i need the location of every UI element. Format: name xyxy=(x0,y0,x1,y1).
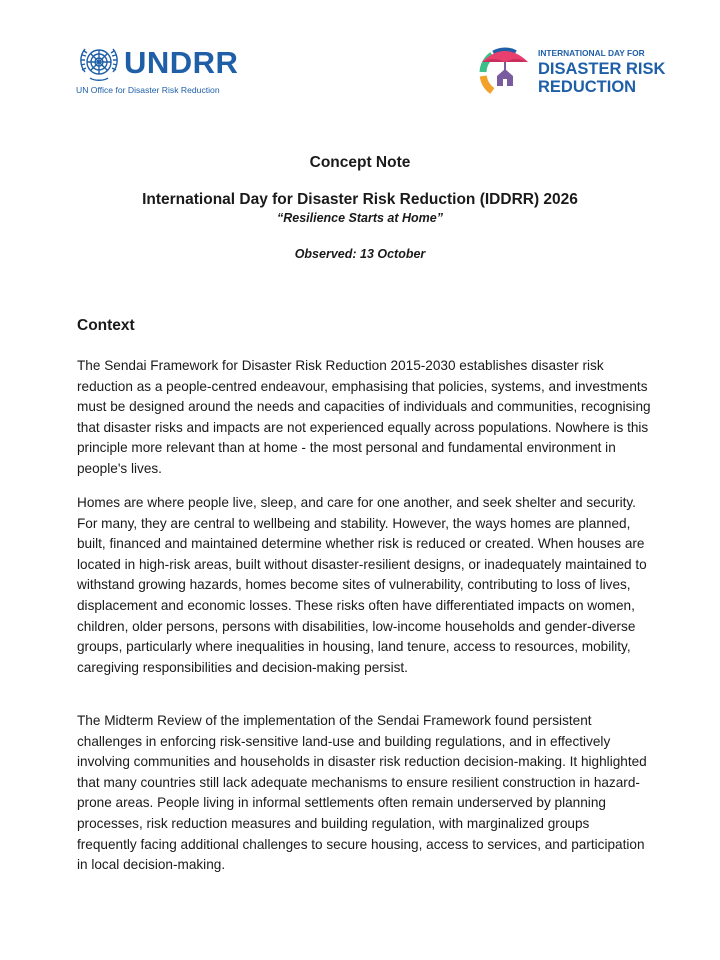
section-heading-context: Context xyxy=(77,317,135,334)
iddrr-logo-line2: DISASTER RISK xyxy=(538,60,666,78)
context-paragraph-3: The Midterm Review of the implementation of the Sendai Framework found persistent challenges in enforcing risk-sensitive land-use and building regulations, and in effectively involving communities and households in disaster risk reduction decision-making. It highlighted that many countries still lack adequate mechanisms to ensure resilient construction in hazard-prone areas. People living in informal settlements often remain underserved by planning processes, risk reduction measures and building regulation, with marginalized groups frequently facing additional challenges to secure housing, access to services, and participation in local decision-making. xyxy=(77,713,647,873)
un-emblem-icon xyxy=(76,42,122,84)
iddrr-logo xyxy=(476,42,666,102)
iddrr-logo-line1: INTERNATIONAL DAY FOR xyxy=(538,48,645,58)
undrr-subtitle: UN Office for Disaster Risk Reduction xyxy=(76,85,220,95)
undrr-logo xyxy=(76,42,239,98)
document-theme: “Resilience Starts at Home” xyxy=(276,211,444,225)
context-paragraph-1: The Sendai Framework for Disaster Risk Reduction 2015-2030 establishes disaster risk reduction as a people-centred endeavour, emphasising that policies, systems, and investments must be designed around the needs and capacities of individuals and communities, recognising that disaster risks and impacts are not experienced equally across populations. Nowhere is this principle more relevant than at home - the most personal and fundamental environment in people's lives. xyxy=(77,358,651,476)
document-type: Concept Note xyxy=(309,154,411,171)
context-paragraph-2: Homes are where people live, sleep, and care for one another, and seek shelter and security. For many, they are central to wellbeing and stability. However, the ways homes are planned, built, financed and maintained determine whether risk is reduced or created. When houses are located in high-risk areas, built without disaster-resilient designs, or inadequately maintained to withstand growing hazards, homes become sites of vulnerability, contributing to loss of lives, displacement and economic losses. These risks often have differentiated impacts on women, children, older persons, persons with disabilities, low-income households and gender-diverse groups, particularly where inequalities in housing, land tenure, access to resources, mobility, caregiving responsibilities and decision-making persist. xyxy=(77,495,647,675)
iddrr-logo-line3: REDUCTION xyxy=(538,78,637,96)
document-title: International Day for Disaster Risk Reduction (IDDRR) 2026 xyxy=(142,191,578,208)
page-header xyxy=(0,0,720,120)
umbrella-house-icon xyxy=(476,42,534,100)
observed-date: Observed: 13 October xyxy=(294,247,426,261)
undrr-wordmark: UNDRR xyxy=(124,45,239,80)
